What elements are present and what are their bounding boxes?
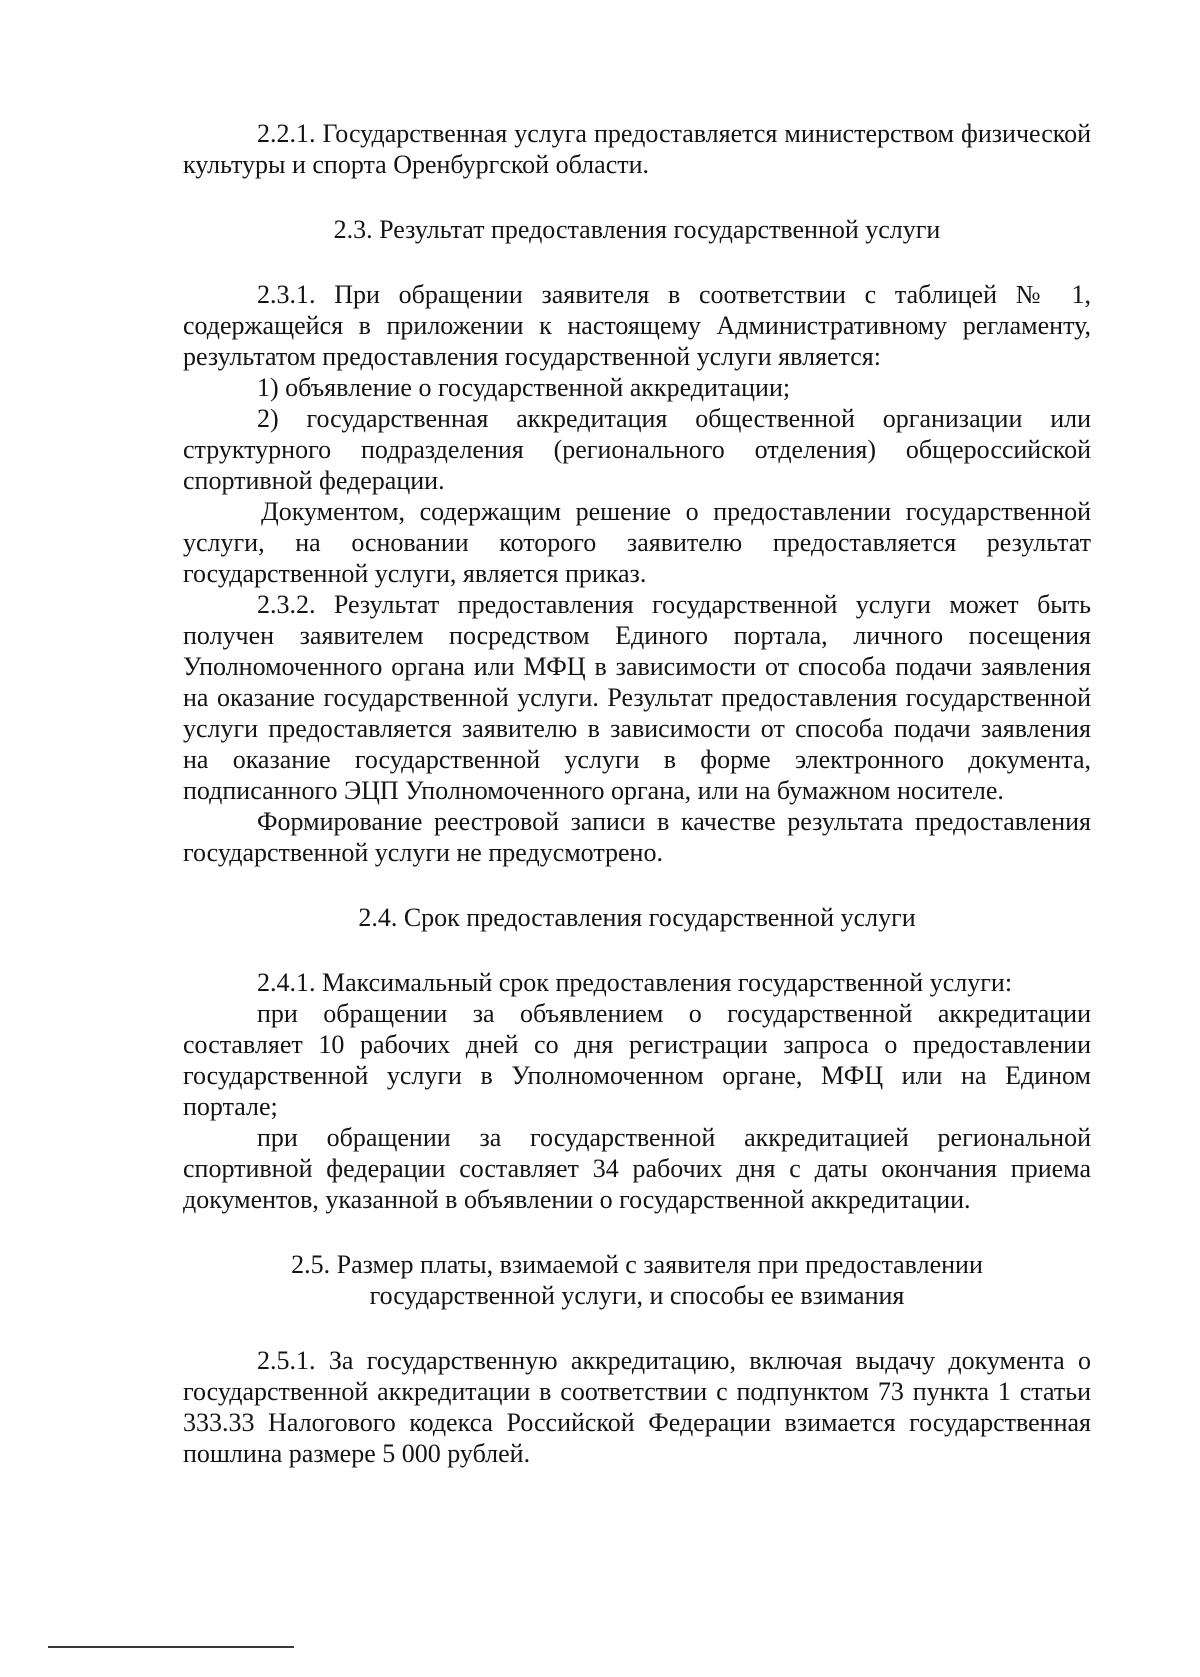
- paragraph-2-3-2: 2.3.2. Результат предоставления государственной услуги может быть получен заявителем посредством Единого портала, личного посещения Уполномоченного органа или МФЦ в зависимости от способа подачи заявления на оказание государственной услуги. Результат предоставления государственной услуги предоставляется заявителю в зависимости от способа подачи заявления на оказание государственной услуги в форме электронного документа, подписанного ЭЦП Уполномоченного органа, или на бумажном носителе.: [183, 590, 1091, 805]
- heading-2-5-line-1: 2.5. Размер платы, взимаемой с заявителя при предоставлении: [291, 1250, 983, 1279]
- heading-2-3: 2.3. Результат предоставления государственной услуги: [333, 215, 941, 244]
- heading-2-4: 2.4. Срок предоставления государственной услуги: [358, 903, 916, 932]
- paragraph-decision-document: Документом, содержащим решение о предоставлении государственной услуги, на основании которого заявителю предоставляется результат государственной услуги, является приказ.: [183, 497, 1091, 588]
- document-body: [183, 118, 1091, 1469]
- paragraph-announcement-term: при обращении за объявлением о государственной аккредитации составляет 10 рабочих дней со дня регистрации запроса о предоставлении государственной услуги в Уполномоченном органе, МФЦ или на Едином портале;: [183, 999, 1091, 1121]
- paragraph-2-4-1: 2.4.1. Максимальный срок предоставления государственной услуги:: [257, 968, 1013, 997]
- paragraph-accreditation-term: при обращении за государственной аккредитацией региональной спортивной федерации составляет 34 рабочих дня с даты окончания приема документов, указанной в объявлении о государственной аккредитации.: [183, 1123, 1091, 1214]
- paragraph-2-2-1: 2.2.1. Государственная услуга предоставляется министерством физической культуры и спорта Оренбургской области.: [183, 119, 1091, 179]
- paragraph-2-5-1: 2.5.1. За государственную аккредитацию, включая выдачу документа о государственной аккредитации в соответствии с подпунктом 73 пункта 1 статьи 333.33 Налогового кодекса Российской Федерации взимается государственная пошлина размере 5 000 рублей.: [183, 1346, 1091, 1468]
- footnote-separator: [48, 1646, 294, 1648]
- list-item-2: 2) государственная аккредитация общественной организации или структурного подразделения (регионального отделения) общероссийской спортивной федерации.: [183, 404, 1091, 495]
- paragraph-2-3-1: 2.3.1. При обращении заявителя в соответствии с таблицей № 1, содержащейся в приложении к настоящему Административному регламенту, результатом предоставления государственной услуги является:: [183, 280, 1091, 371]
- heading-2-5-line-2: государственной услуги, и способы ее взимания: [369, 1281, 905, 1310]
- paragraph-registry-record: Формирование реестровой записи в качестве результата предоставления государственной услуги не предусмотрено.: [183, 807, 1091, 867]
- list-item-1: 1) объявление о государственной аккредитации;: [257, 373, 791, 402]
